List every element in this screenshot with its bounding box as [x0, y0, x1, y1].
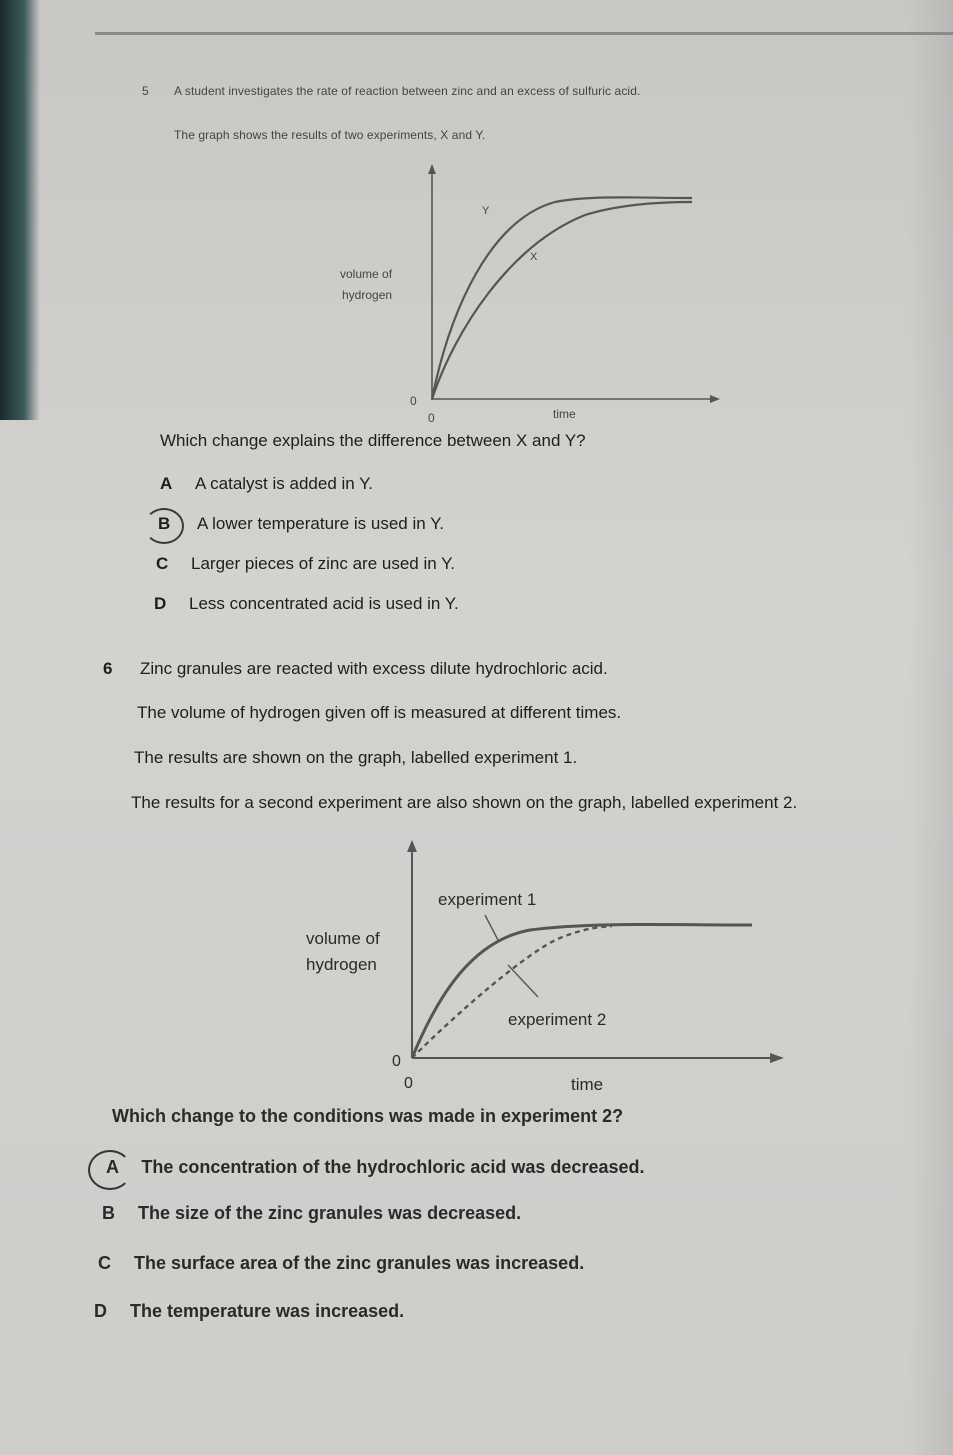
q6-option-a	[106, 1157, 645, 1178]
q5-option-d	[154, 594, 459, 614]
q6-option-b-text: The size of the zinc granules was decreased.	[138, 1203, 522, 1223]
q6-number: 6	[103, 659, 113, 678]
q5-origin-x: 0	[428, 411, 435, 425]
q5-option-b	[158, 514, 444, 534]
q5-ylabel-2: hydrogen	[342, 288, 393, 302]
q5-label-x-curve: X	[530, 251, 538, 263]
q5-number: 5	[142, 84, 149, 98]
q6-origin-y: 0	[392, 1053, 401, 1070]
q6-line4: The results for a second experiment are also shown on the graph, labelled experiment 2.	[131, 793, 798, 812]
q5-option-b-text: A lower temperature is used in Y.	[197, 514, 444, 533]
q6-option-d	[94, 1301, 404, 1322]
q6-option-d-letter: D	[94, 1301, 107, 1321]
q5-y-axis-arrow	[428, 164, 436, 174]
q5-option-a	[160, 474, 373, 494]
q5-graph-intro: The graph shows the results of two experiments, X and Y.	[174, 128, 486, 142]
q6-option-a-letter: A	[106, 1157, 119, 1177]
q5-option-a-text: A catalyst is added in Y.	[195, 474, 374, 493]
q6-graph	[290, 830, 800, 1105]
q5-option-a-letter: A	[160, 474, 173, 493]
q6-label-experiment-1: experiment 1	[438, 890, 537, 909]
q5-graph	[320, 160, 740, 430]
q5-option-c-text: Larger pieces of zinc are used in Y.	[191, 554, 455, 573]
q6-y-axis-arrow	[407, 840, 417, 852]
q5-option-d-letter: D	[154, 594, 167, 613]
q5-label-y-curve: Y	[482, 205, 490, 217]
page-top-rule	[95, 32, 953, 35]
q5-option-d-text: Less concentrated acid is used in Y.	[189, 594, 459, 613]
q5-ylabel-1: volume of	[340, 267, 393, 281]
q6-xlabel: time	[571, 1075, 604, 1094]
q6-ylabel-1: volume of	[306, 929, 380, 948]
q6-origin-x: 0	[404, 1075, 413, 1092]
q6-option-b-letter: B	[102, 1203, 115, 1223]
q5-xlabel: time	[553, 407, 576, 421]
q5-x-axis-arrow	[710, 395, 720, 403]
background-edge	[0, 0, 40, 420]
q5-question: Which change explains the difference between X and Y?	[160, 431, 586, 450]
q5-option-c	[156, 554, 455, 574]
q6-x-axis-arrow	[770, 1053, 784, 1063]
q6-curve-experiment-2	[412, 926, 612, 1058]
q5-option-b-letter: B	[158, 514, 171, 533]
q6-option-c-letter: C	[98, 1253, 111, 1273]
q6-option-b	[102, 1203, 521, 1224]
page-shadow	[908, 0, 953, 1455]
q5-curve-y	[432, 197, 692, 399]
q6-option-a-text: The concentration of the hydrochloric acid was decreased.	[141, 1157, 645, 1177]
q5-curve-x	[432, 202, 692, 399]
q5-origin-y: 0	[410, 394, 417, 408]
q6-label-experiment-2: experiment 2	[508, 1010, 607, 1029]
q6-line2: The volume of hydrogen given off is measured at different times.	[137, 703, 622, 722]
q6-line3: The results are shown on the graph, labelled experiment 1.	[134, 748, 578, 767]
q6-option-d-text: The temperature was increased.	[130, 1301, 405, 1321]
q6-option-c-text: The surface area of the zinc granules was increased.	[134, 1253, 585, 1273]
q6-pointer-experiment-2	[508, 965, 538, 997]
q5-intro: A student investigates the rate of reaction between zinc and an excess of sulfuric acid.	[174, 84, 641, 98]
q6-pointer-experiment-1	[485, 915, 498, 940]
q6-option-c	[98, 1253, 584, 1274]
q6-line1: Zinc granules are reacted with excess dilute hydrochloric acid.	[140, 659, 608, 678]
q5-option-c-letter: C	[156, 554, 169, 573]
q6-curve-experiment-1	[412, 924, 752, 1058]
q6-ylabel-2: hydrogen	[306, 955, 377, 974]
q6-question: Which change to the conditions was made in experiment 2?	[112, 1106, 624, 1126]
